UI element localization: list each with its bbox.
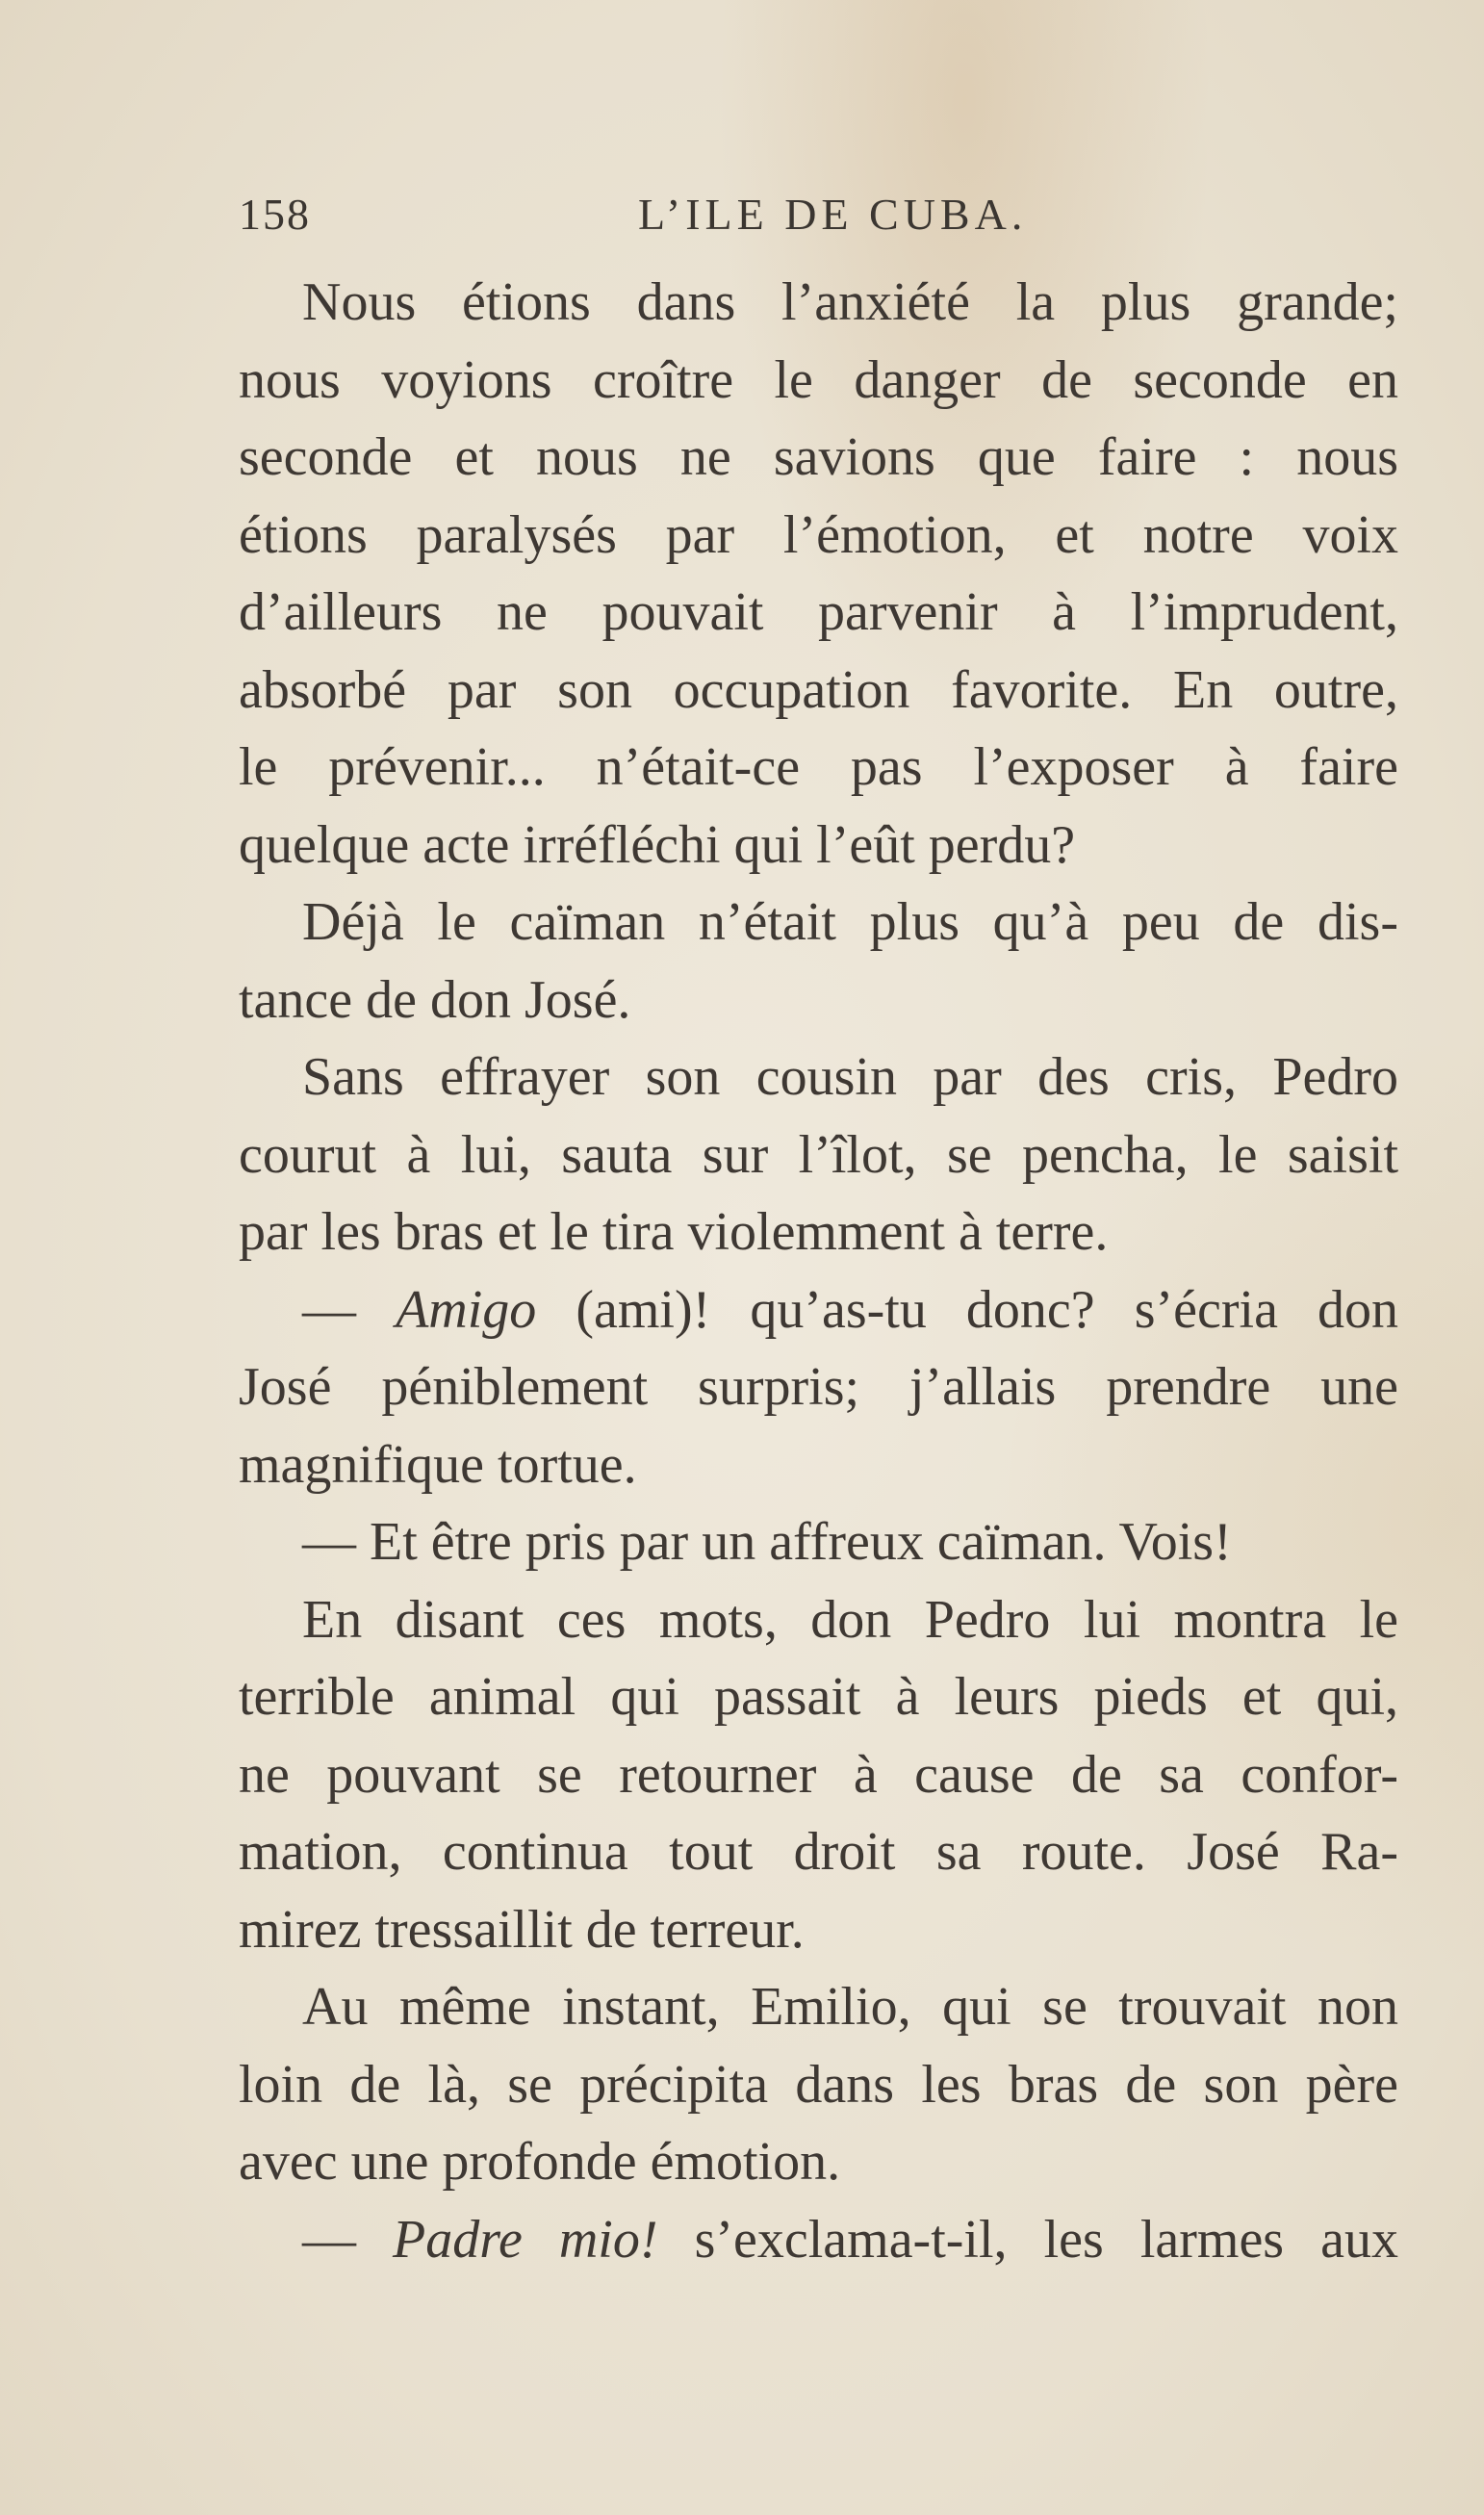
- line-text: s’exclama-t-il, les larmes aux: [657, 2209, 1398, 2270]
- text-line: [239, 1348, 1398, 1426]
- text-line: [239, 574, 1398, 652]
- text-line: [239, 1736, 1398, 1814]
- line-text: Au même instant, Emilio, qui se trouvait non: [302, 1977, 1398, 2037]
- line-text: d’ailleurs ne pouvait parvenir à l’imprudent,: [239, 582, 1398, 642]
- line-text: (ami)! qu’as-tu donc? s’écria don: [536, 1279, 1398, 1340]
- line-text: José péniblement surpris; j’allais prendre une: [239, 1357, 1398, 1417]
- text-line: [239, 497, 1398, 575]
- text-line: [239, 1968, 1398, 2046]
- text-line: [239, 729, 1398, 807]
- text-line: [239, 1891, 1398, 1969]
- line-text: quelque acte irréfléchi qui l’eût perdu?: [239, 814, 1076, 875]
- body-text: [239, 264, 1398, 2278]
- text-line: [239, 2046, 1398, 2124]
- text-line: [239, 1813, 1398, 1891]
- line-text: le prévenir... n’était-ce pas l’exposer à faire: [239, 737, 1398, 797]
- text-line: [239, 1426, 1398, 1504]
- line-text: loin de là, se précipita dans les bras de son père: [239, 2054, 1398, 2115]
- line-text: ne pouvant se retourner à cause de sa confor-: [239, 1744, 1398, 1805]
- text-line: [239, 1271, 1398, 1349]
- text-line: [239, 1581, 1398, 1659]
- line-text: étions paralysés par l’émotion, et notre voix: [239, 504, 1398, 565]
- line-text: courut à lui, sauta sur l’îlot, se pencha, le saisit: [239, 1124, 1398, 1185]
- line-text: nous voyions croître le danger de seconde en: [239, 349, 1398, 410]
- text-line: [239, 419, 1398, 497]
- text-line: [239, 962, 1398, 1039]
- page-header: [239, 189, 1403, 246]
- dash-prefix: —: [302, 1279, 397, 1340]
- line-text: mation, continua tout droit sa route. José Ra-: [239, 1822, 1398, 1882]
- line-text: magnifique tortue.: [239, 1434, 637, 1495]
- line-text: tance de don José.: [239, 969, 631, 1030]
- italic-phrase: Padre mio!: [393, 2209, 658, 2270]
- text-line: [239, 1193, 1398, 1271]
- running-title: L’ILE DE CUBA.: [638, 190, 1028, 239]
- dash-prefix: —: [302, 2209, 394, 2270]
- text-line: [239, 652, 1398, 730]
- italic-phrase: Amigo: [396, 1279, 537, 1340]
- line-text: mirez tressaillit de terreur.: [239, 1899, 805, 1960]
- line-text: Déjà le caïman n’était plus qu’à peu de dis-: [302, 892, 1398, 952]
- line-text: par les bras et le tira violemment à terre.: [239, 1202, 1109, 1262]
- text-line: [239, 1116, 1398, 1194]
- text-line: [239, 1658, 1398, 1736]
- line-text: — Et être pris par un affreux caïman. Vois!: [302, 1512, 1232, 1572]
- text-line: [239, 884, 1398, 962]
- text-line: [239, 807, 1398, 885]
- text-line: [239, 342, 1398, 420]
- text-line: [239, 2201, 1398, 2279]
- line-text: En disant ces mots, don Pedro lui montra le: [302, 1589, 1398, 1650]
- line-text: Sans effrayer son cousin par des cris, Pedro: [302, 1047, 1398, 1107]
- text-line: [239, 1503, 1398, 1581]
- line-text: terrible animal qui passait à leurs pieds et qui,: [239, 1667, 1398, 1727]
- text-line: [239, 2123, 1398, 2201]
- text-line: [239, 264, 1398, 342]
- line-text: seconde et nous ne savions que faire : nous: [239, 427, 1398, 487]
- line-text: avec une profonde émotion.: [239, 2132, 841, 2192]
- line-text: Nous étions dans l’anxiété la plus grande;: [302, 272, 1398, 332]
- page-number: 158: [239, 190, 311, 239]
- text-line: [239, 1039, 1398, 1116]
- line-text: absorbé par son occupation favorite. En outre,: [239, 659, 1398, 720]
